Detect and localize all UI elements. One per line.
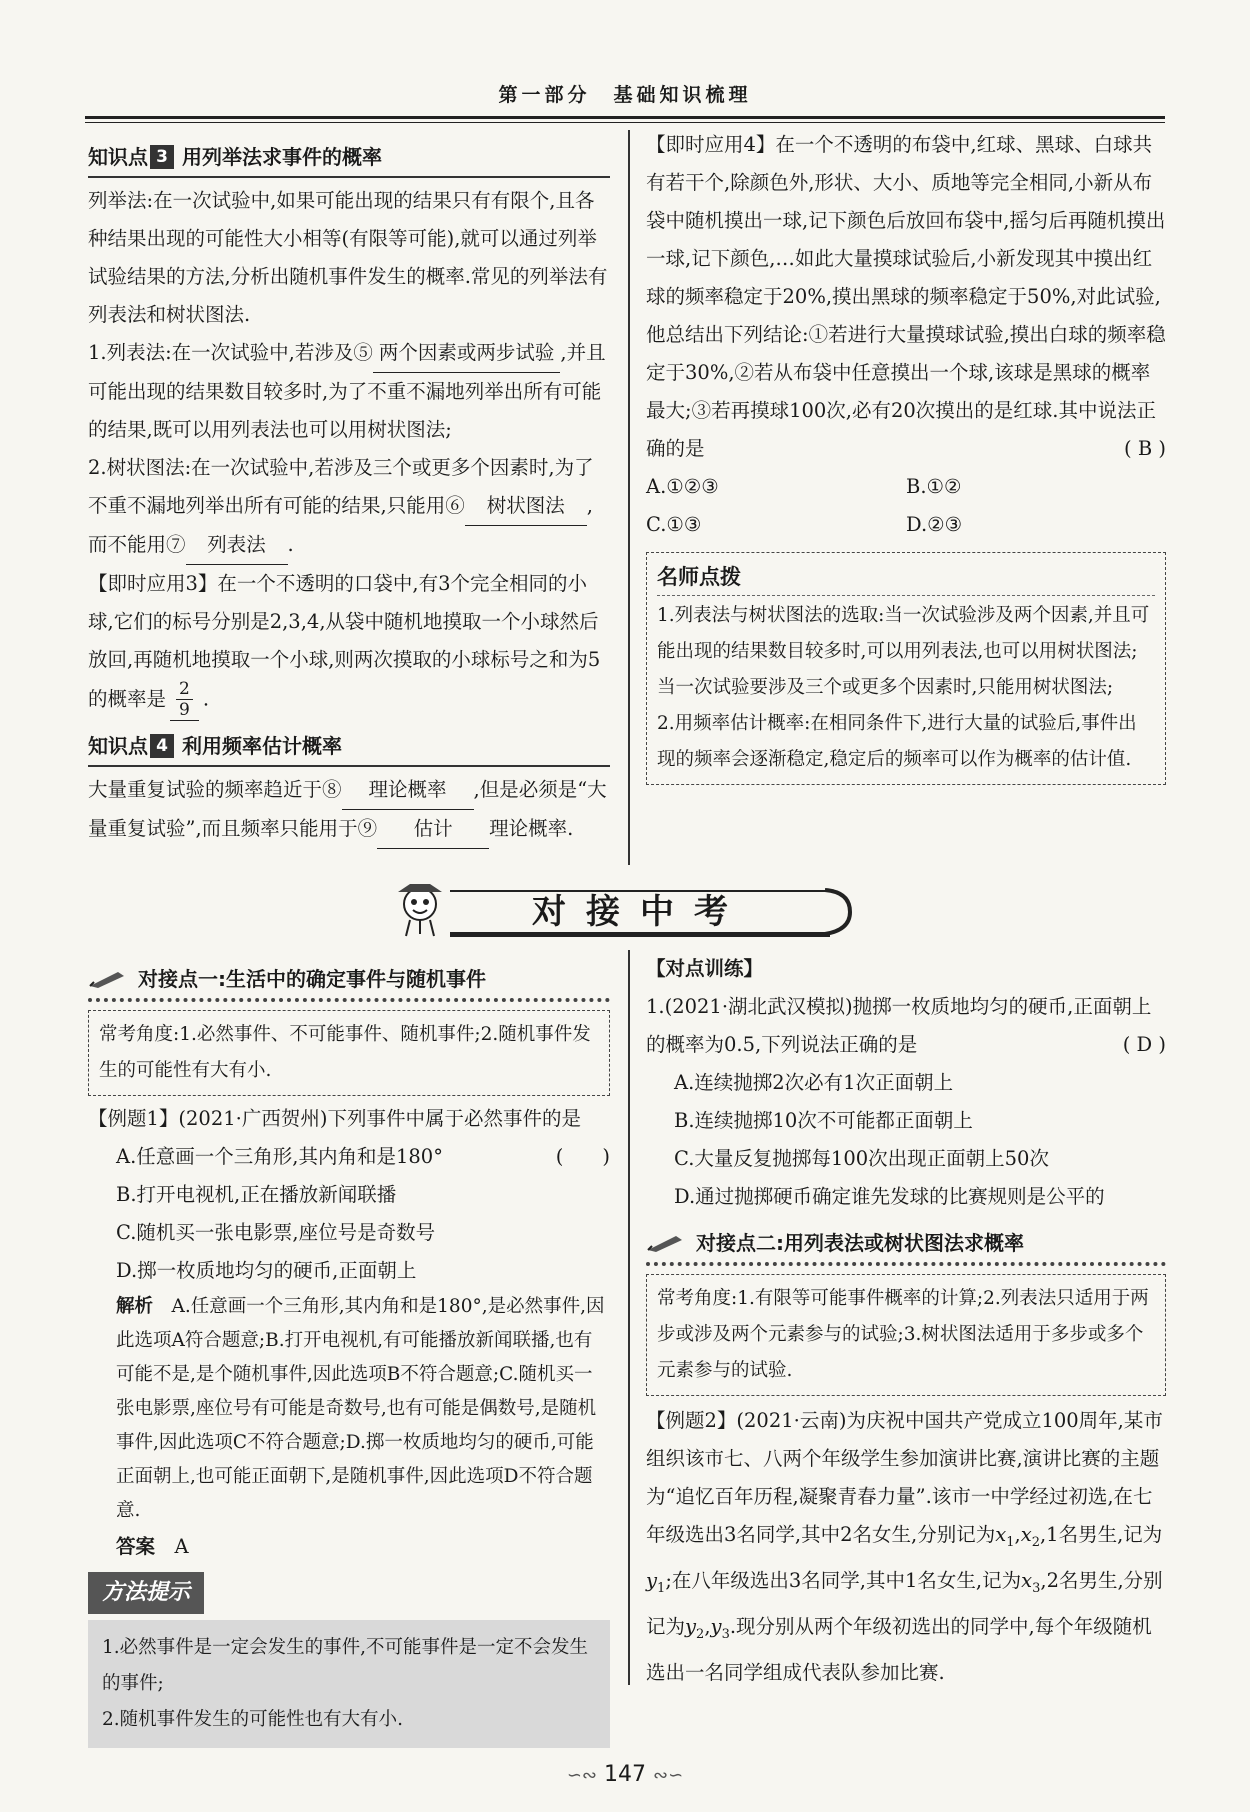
blank-9: 估计 bbox=[377, 810, 489, 849]
kp-title: 用列举法求事件的概率 bbox=[182, 145, 382, 169]
tree-method-text-a: 2.树状图法:在一次试验中,若涉及三个或更多个因素时,为了不重不漏地列举出所有可能的结果,只能用⑥ bbox=[88, 456, 594, 517]
var-x3: x bbox=[1021, 1568, 1033, 1592]
column-divider-bottom bbox=[628, 950, 630, 1685]
docking-point-1-title: 对接点一:生活中的确定事件与随机事件 bbox=[138, 967, 486, 991]
app3-text: 【即时应用3】在一个不透明的口袋中,有3个完全相同的小球,它们的标号分别是2,3,4,从袋中随机地摸取一个小球然后放回,再随机地摸取一个小球,则两次摸取的小球标号之和为5的概率是 bbox=[88, 572, 601, 711]
banner-title: 对接中考 bbox=[450, 890, 830, 937]
app4-text: 【即时应用4】在一个不透明的布袋中,红球、黑球、白球共有若干个,除颜色外,形状、大小、质地等完全相同,小新从布袋中随机摸出一球,记下颜色后放回布袋中,摇匀后再随机摸出一球,记下颜色,…如此大量摸球试验后,小新发现其中摸出红球的频率稳定于20%,摸出黑球的频率稳定于50%,对此试验,他总结出下列结论:①若进行大量摸球试验,摸出白球的频率稳定于30%,②若从布袋中任意摸出一个球,该球是黑球的概率最大;③若再摸球100次,必有20次摸出的是红球.其中说法正确的是 bbox=[646, 133, 1166, 460]
answer-value: A bbox=[174, 1535, 189, 1558]
app4-options-row-2 bbox=[646, 506, 1166, 544]
page-number: 147 bbox=[604, 1762, 646, 1787]
listing-method-paragraph: 列举法:在一次试验中,如果可能出现的结果只有有限个,且各种结果出现的可能性大小相等(有限等可能),就可以通过列举试验结果的方法,分析出随机事件发生的概率.常见的列举法有列表法和树状图法. bbox=[88, 189, 608, 326]
training-question-1 bbox=[646, 988, 1166, 1064]
left-column-top bbox=[88, 138, 610, 849]
var-x1-sub: 1 bbox=[1006, 1534, 1015, 1550]
header-title: 第一部分 基础知识梳理 bbox=[498, 84, 752, 106]
kp-label: 知识点 bbox=[88, 145, 148, 169]
ex2-text-e: .现分别从两个年级初选出的同学中,每个年级随机选出一名同学组成代表队参加比赛. bbox=[646, 1614, 1152, 1684]
ex2-text-b: ,1名男生,记为 bbox=[1039, 1523, 1163, 1546]
app4-option-a: A.①②③ bbox=[646, 475, 719, 498]
var-y2-sub: 2 bbox=[696, 1626, 705, 1642]
tree-method-paragraph bbox=[88, 449, 610, 565]
example-2-question bbox=[646, 1402, 1166, 1692]
teacher-tip-2: 2.用频率估计概率:在相同条件下,进行大量的试验后,事件出现的频率会逐渐稳定,稳定后的频率可以作为概率的估计值. bbox=[657, 713, 1137, 770]
page-footer bbox=[500, 1762, 750, 1787]
docking-point-2-heading bbox=[646, 1224, 1166, 1266]
q1-option-a: A.连续抛掷2次必有1次正面朝上 bbox=[674, 1071, 954, 1094]
knowledge-point-3-heading bbox=[88, 138, 610, 178]
var-y2: y bbox=[685, 1614, 697, 1638]
app4-option-d: D.②③ bbox=[906, 513, 963, 536]
left-column-bottom bbox=[88, 960, 610, 1748]
ex2-text-c: ;在八年级选出3名同学,其中1名女生,记为 bbox=[665, 1568, 1022, 1592]
exam-angle-2-text: 常考角度:1.有限等可能事件概率的计算;2.列表法只适用于两步或涉及两个元素参与的试验;3.树状图法适用于多步或多个元素参与的试验. bbox=[657, 1288, 1149, 1381]
instant-application-3 bbox=[88, 565, 610, 721]
section-banner bbox=[380, 878, 850, 940]
freq-text-c: 理论概率. bbox=[489, 817, 574, 840]
example-1-answer bbox=[88, 1528, 610, 1566]
app3-numerator: 2 bbox=[176, 679, 193, 700]
right-column-top bbox=[646, 126, 1166, 785]
app3-end: . bbox=[202, 687, 210, 711]
app3-answer-fraction bbox=[170, 679, 199, 721]
tree-method-text-c: . bbox=[287, 533, 294, 556]
pen-icon bbox=[88, 968, 128, 990]
banner-curl-icon bbox=[820, 878, 860, 940]
header-rule bbox=[85, 116, 1165, 123]
targeted-training-label: 【对点训练】 bbox=[646, 957, 764, 980]
teacher-tip-1: 1.列表法与树状图法的选取:当一次试验涉及两个因素,并且可能出现的结果数目较多时,可以用列表法,也可以用树状图法;当一次试验要涉及三个或更多个因素时,只能用树状图法; bbox=[657, 605, 1150, 698]
q1-option-c: C.大量反复抛掷每100次出现正面朝上50次 bbox=[674, 1147, 1049, 1170]
ex2-text-d: ,2名男生,分别记为 bbox=[646, 1568, 1163, 1638]
example-1-text: 【例题1】(2021·广西贺州)下列事件中属于必然事件的是 bbox=[88, 1107, 581, 1130]
kp-number: 4 bbox=[150, 734, 174, 758]
exam-angle-1-box bbox=[88, 1010, 610, 1096]
instant-application-4 bbox=[646, 126, 1166, 468]
freq-text-a: 大量重复试验的频率趋近于⑧ bbox=[88, 778, 342, 801]
var-x1: x bbox=[995, 1523, 1007, 1546]
freq-text-b: ,但是必须是“大量重复试验”,而且频率只能用于⑨ bbox=[88, 778, 607, 840]
table-method-text-a: 1.列表法:在一次试验中,若涉及⑤ bbox=[88, 341, 373, 364]
var-y1: y bbox=[646, 1568, 658, 1592]
answer-label: 答案 bbox=[116, 1535, 156, 1558]
column-divider-top bbox=[628, 130, 630, 865]
method-tip-1: 1.必然事件是一定会发生的事件,不可能事件是一定不会发生的事件; bbox=[102, 1637, 589, 1694]
teacher-tips-title: 名师点拨 bbox=[657, 559, 1155, 596]
var-x3-sub: 3 bbox=[1032, 1580, 1041, 1596]
footer-left-ornament-icon: ∽∾ bbox=[566, 1765, 597, 1786]
blank-7: 列表法 bbox=[186, 526, 288, 565]
knowledge-point-4-heading bbox=[88, 727, 610, 767]
tree-method-text-b: ,而不能用⑦ bbox=[88, 494, 593, 556]
example-1-paren: ( ) bbox=[555, 1145, 610, 1168]
var-x2-sub: 2 bbox=[1031, 1534, 1040, 1550]
q1-answer: ( D ) bbox=[1122, 1033, 1166, 1056]
kp-number: 3 bbox=[150, 145, 174, 169]
blank-6: 树状图法 bbox=[465, 487, 587, 526]
example-1-option-d: D.掷一枚质地均匀的硬币,正面朝上 bbox=[116, 1259, 417, 1282]
example-1-solution bbox=[88, 1290, 610, 1528]
comma-1: , bbox=[1014, 1523, 1021, 1546]
app4-answer: ( B ) bbox=[1124, 437, 1166, 460]
docking-point-2-title: 对接点二:用列表法或树状图法求概率 bbox=[696, 1231, 1024, 1255]
kp-label: 知识点 bbox=[88, 734, 148, 758]
frequency-paragraph bbox=[88, 771, 610, 849]
exam-angle-2-box bbox=[646, 1274, 1166, 1396]
app3-denominator: 9 bbox=[179, 700, 190, 720]
page-header bbox=[85, 80, 1165, 114]
ex2-text-a: 【例题2】(2021·云南)为庆祝中国共产党成立100周年,某市组织该市七、八两个年级学生参加演讲比赛,演讲比赛的主题为“追忆百年历程,凝聚青春力量”.该市一中学经过初选,在七年级选出3名同学,其中2名女生,分别记为 bbox=[646, 1409, 1163, 1546]
var-y3: y bbox=[710, 1614, 722, 1638]
footer-right-ornament-icon: ∾∽ bbox=[653, 1765, 684, 1786]
q1-option-d: D.通过抛掷硬币确定谁先发球的比赛规则是公平的 bbox=[674, 1185, 1105, 1208]
q1-text: 1.(2021·湖北武汉模拟)抛掷一枚质地均匀的硬币,正面朝上的概率为0.5,下列说法正确的是 bbox=[646, 995, 1152, 1056]
example-1-option-b: B.打开电视机,正在播放新闻联播 bbox=[116, 1183, 397, 1206]
app4-option-b: B.①② bbox=[906, 475, 962, 498]
app4-option-c: C.①③ bbox=[646, 513, 702, 536]
example-1-option-a: A.任意画一个三角形,其内角和是180° bbox=[116, 1145, 443, 1168]
var-y3-sub: 3 bbox=[721, 1626, 730, 1642]
kp-title: 利用频率估计概率 bbox=[182, 734, 342, 758]
blank-8: 理论概率 bbox=[342, 771, 474, 810]
method-tips-title: 方法提示 bbox=[88, 1572, 204, 1614]
docking-point-1-heading bbox=[88, 960, 610, 1002]
var-x2: x bbox=[1020, 1523, 1032, 1546]
mascot-icon bbox=[380, 878, 460, 940]
solution-label: 解析 bbox=[116, 1296, 154, 1317]
pen-icon bbox=[646, 1232, 686, 1254]
solution-text: A.任意画一个三角形,其内角和是180°,是必然事件,因此选项A符合题意;B.打开电视机,有可能播放新闻联播,也有可能不是,是个随机事件,因此选项B不符合题意;C.随机买一张电影票,座位号有可能是奇数号,也有可能是偶数号,是随机事件,因此选项C不符合题意;D.掷一枚质地均匀的硬币,可能正面朝上,也可能正面朝下,是随机事件,因此选项D不符合题意. bbox=[116, 1296, 605, 1521]
method-tip-2: 2.随机事件发生的可能性也有大有小. bbox=[102, 1709, 404, 1730]
table-method-paragraph bbox=[88, 334, 610, 449]
table-method-text-b: ,并且可能出现的结果数目较多时,为了不重不漏地列举出所有可能的结果,既可以用列表法也可以用树状图法; bbox=[88, 341, 606, 441]
example-1-option-c: C.随机买一张电影票,座位号是奇数号 bbox=[116, 1221, 436, 1244]
app4-options-row-1 bbox=[646, 468, 1166, 506]
comma-2: , bbox=[704, 1614, 711, 1638]
blank-5: 两个因素或两步试验 bbox=[373, 334, 561, 373]
teacher-tips-box bbox=[646, 552, 1166, 785]
exam-angle-1-text: 常考角度:1.必然事件、不可能事件、随机事件;2.随机事件发生的可能性有大有小. bbox=[99, 1024, 591, 1081]
q1-option-b: B.连续抛掷10次不可能都正面朝上 bbox=[674, 1109, 973, 1132]
var-y1-sub: 1 bbox=[657, 1580, 666, 1596]
right-column-bottom bbox=[646, 950, 1166, 1692]
method-tips-box bbox=[88, 1620, 610, 1748]
